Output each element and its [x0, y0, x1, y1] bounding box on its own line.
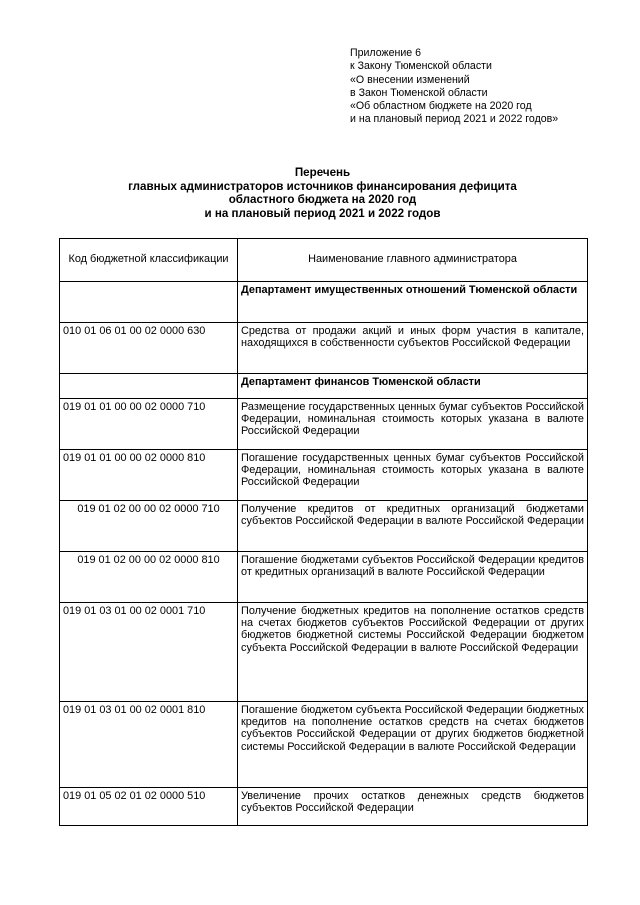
annex-line: «О внесении изменений	[350, 73, 470, 86]
name-cell: Средства от продажи акций и иных форм участия в капитале, находящихся в собственности субъектов Российской Федерации	[238, 323, 588, 374]
title-line: главных администраторов источников финансирования дефицита	[128, 179, 517, 193]
table-row	[60, 323, 588, 374]
table-row	[60, 450, 588, 501]
table-row	[60, 399, 588, 450]
table-row	[60, 552, 588, 603]
name-cell: Получение кредитов от кредитных организаций бюджетами субъектов Российской Федерации в валюте Российской Федерации	[238, 501, 588, 552]
table-row	[60, 501, 588, 552]
code-cell: 019 01 03 01 00 02 0001 710	[60, 603, 238, 702]
department-name: Департамент имущественных отношений Тюменской области	[238, 282, 588, 323]
administrators-table	[59, 238, 588, 826]
code-cell	[60, 374, 238, 399]
name-cell: Погашение бюджетами субъектов Российской Федерации кредитов от кредитных организаций в валюте Российской Федерации	[238, 552, 588, 603]
code-cell: 019 01 02 00 00 02 0000 710	[60, 501, 238, 552]
title-line: областного бюджета на 2020 год	[228, 193, 417, 207]
code-cell: 019 01 01 00 00 02 0000 810	[60, 450, 238, 501]
code-cell: 019 01 02 00 00 02 0000 810	[60, 552, 238, 603]
annex-line: «Об областном бюджете на 2020 год	[350, 100, 532, 113]
table-row	[60, 702, 588, 788]
department-name: Департамент финансов Тюменской области	[238, 374, 588, 399]
table-header-row	[60, 239, 588, 282]
code-cell: 019 01 03 01 00 02 0001 810	[60, 702, 238, 788]
name-cell: Размещение государственных ценных бумаг субъектов Российской Федерации, номинальная стоимость которых указана в валюте Российской Федерации	[238, 399, 588, 450]
annex-line: к Закону Тюменской области	[350, 60, 492, 73]
table-row	[60, 374, 588, 399]
name-cell: Погашение бюджетом субъекта Российской Федерации бюджетных кредитов на пополнение остатков средств на счетах бюджетов субъектов Российской Федерации от других бюджетов бюджетной системы Российской Федерации в валюте Российской Федерации	[238, 702, 588, 788]
table-row	[60, 788, 588, 826]
name-cell: Погашение государственных ценных бумаг субъектов Российской Федерации, номинальная стоимость которых указана в валюте Российской Федерации	[238, 450, 588, 501]
document-title	[60, 166, 585, 220]
title-line: и на плановый период 2021 и 2022 годов	[204, 206, 441, 220]
annex-header	[350, 47, 558, 127]
code-cell: 010 01 06 01 00 02 0000 630	[60, 323, 238, 374]
header-name: Наименование главного администратора	[238, 239, 588, 282]
annex-line: в Закон Тюменской области	[350, 86, 488, 99]
title-line: Перечень	[294, 166, 351, 179]
code-cell: 019 01 05 02 01 02 0000 510	[60, 788, 238, 826]
code-cell: 019 01 01 00 00 02 0000 710	[60, 399, 238, 450]
table-row	[60, 603, 588, 702]
code-cell	[60, 282, 238, 323]
annex-line: и на плановый период 2021 и 2022 годов»	[350, 113, 559, 126]
table-row	[60, 282, 588, 323]
annex-line: Приложение 6	[350, 47, 421, 59]
header-code: Код бюджетной классификации	[60, 239, 238, 282]
name-cell: Увеличение прочих остатков денежных средств бюджетов субъектов Российской Федерации	[238, 788, 588, 826]
name-cell: Получение бюджетных кредитов на пополнение остатков средств на счетах бюджетов субъектов Российской Федерации от других бюджетов бюджетной системы Российской Федерации бюджетом субъекта Российской Федерации в валюте Российской Федерации	[238, 603, 588, 702]
